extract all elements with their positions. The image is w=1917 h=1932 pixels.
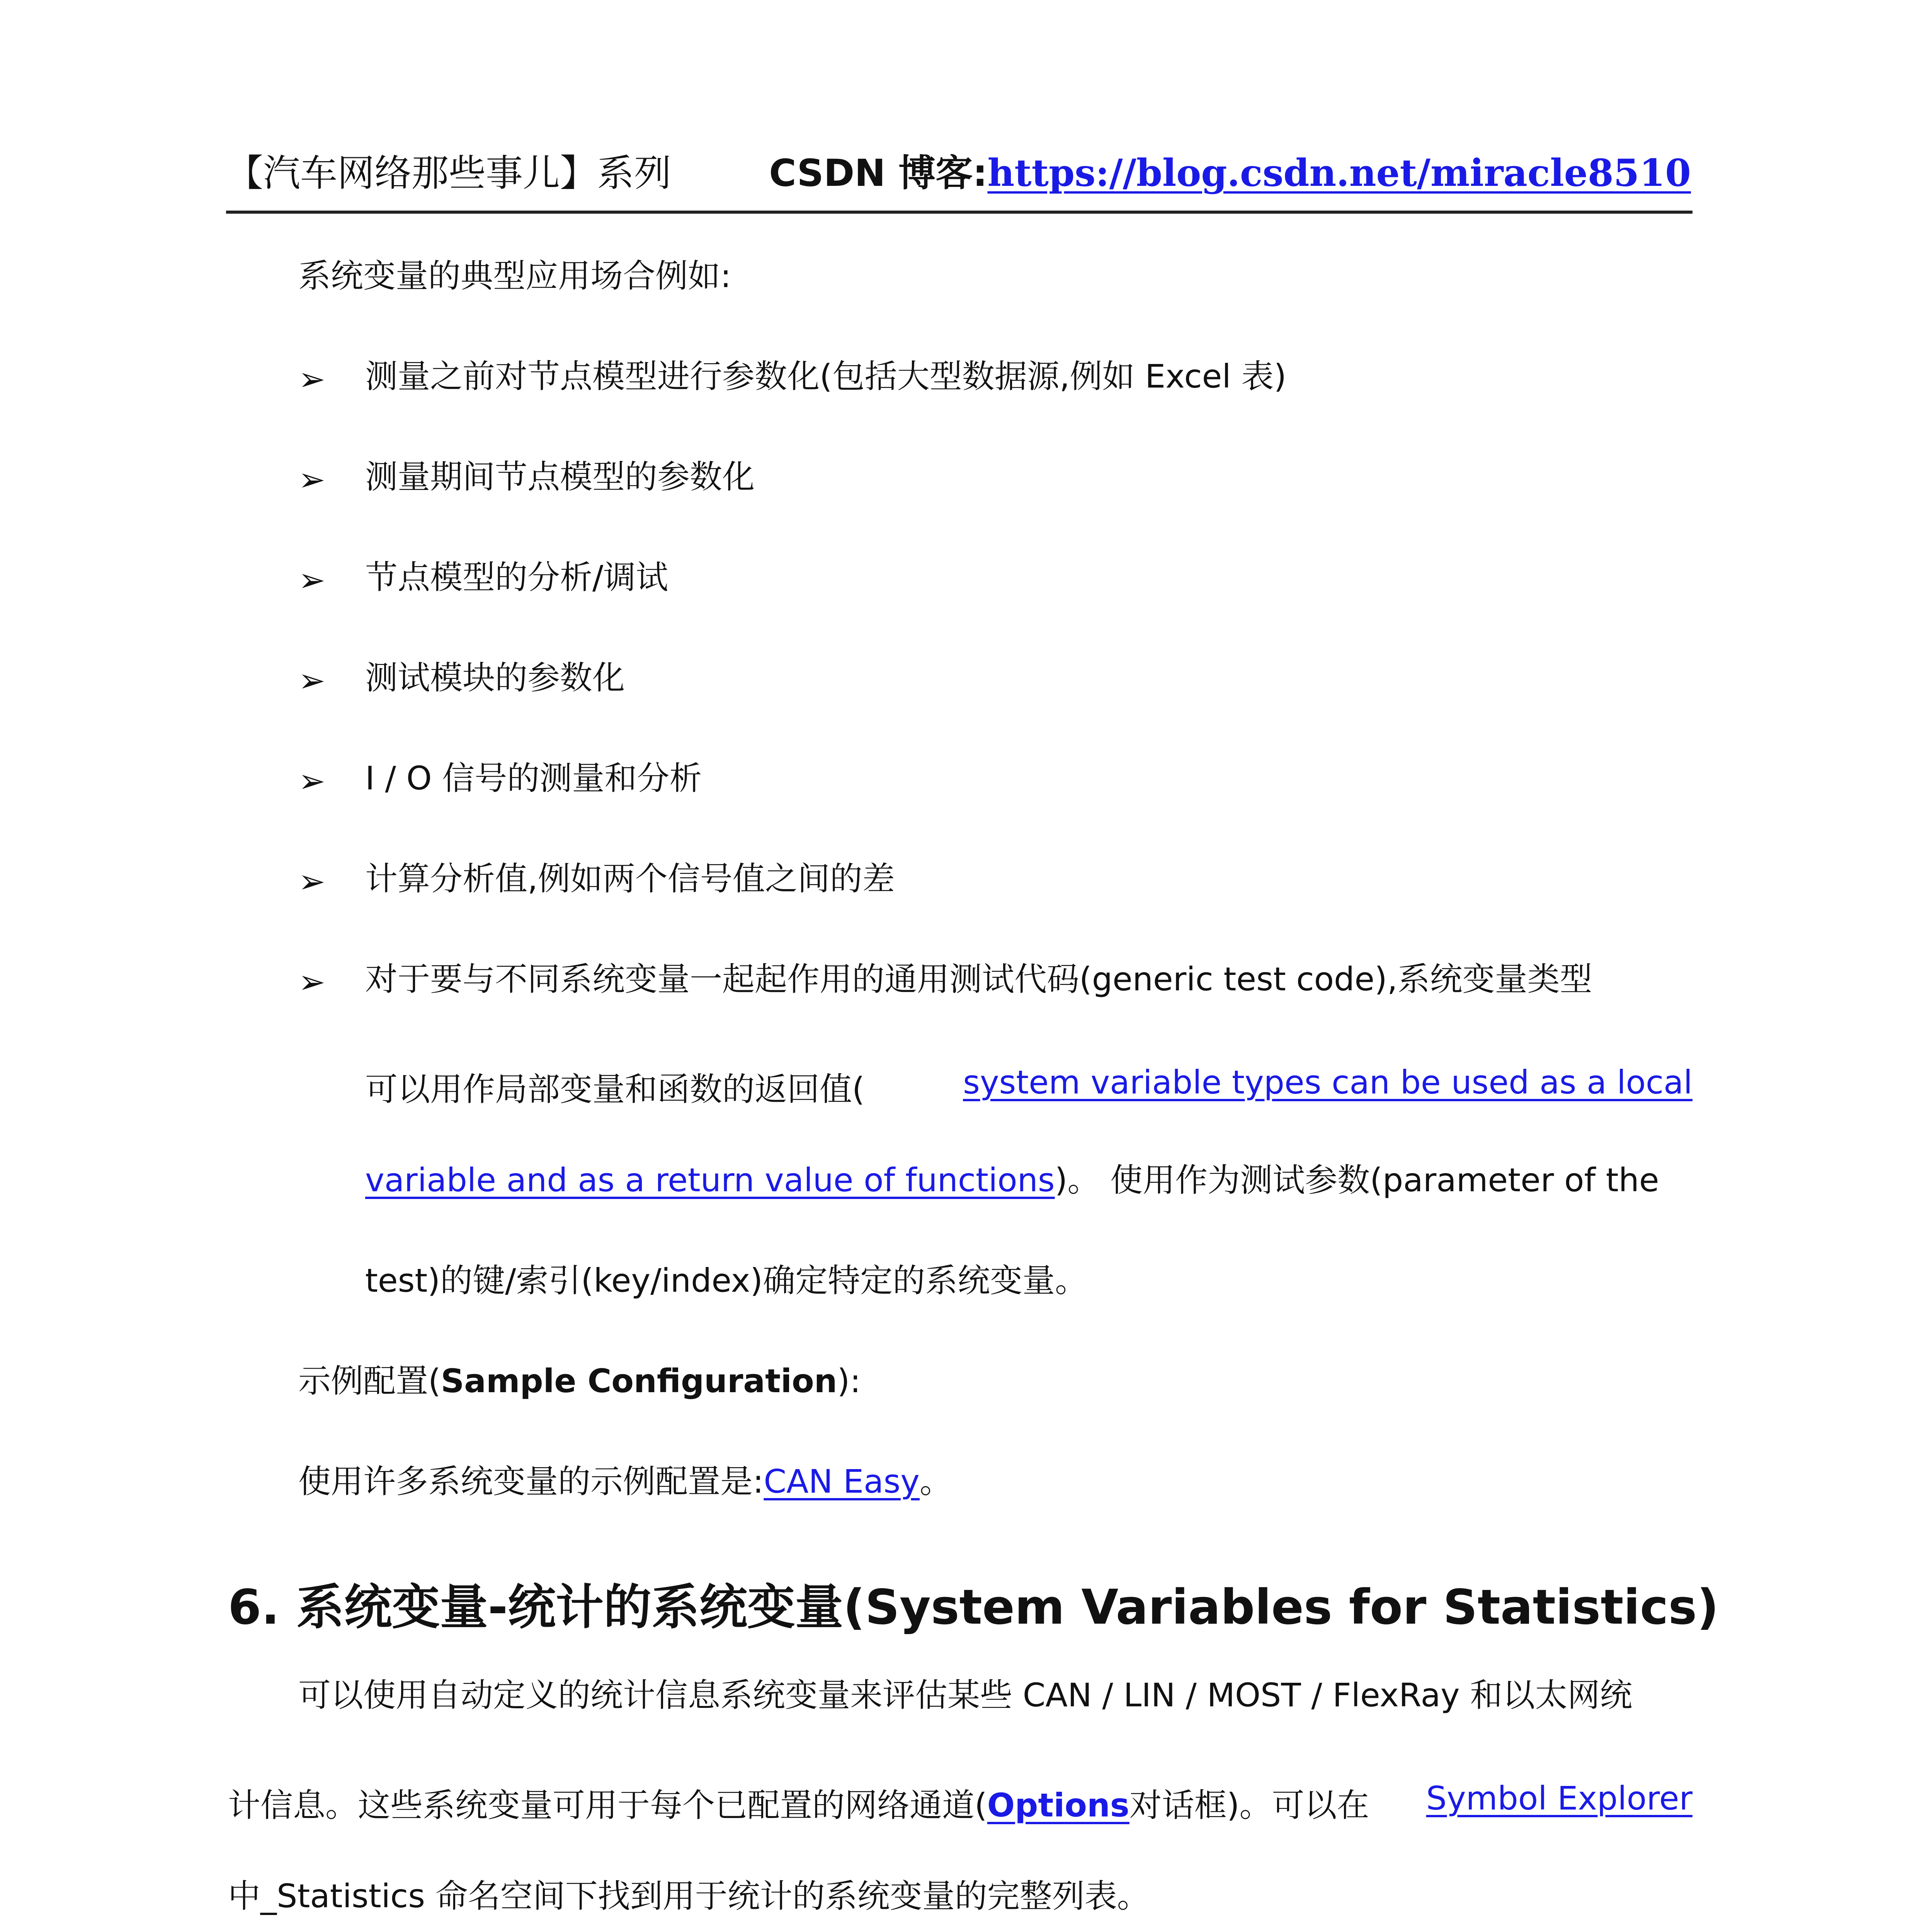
sample-config-suffix: ):: [837, 1362, 861, 1400]
list-item: 测试模块的参数化: [365, 659, 625, 697]
sample-configuration-heading: [298, 1362, 861, 1400]
arrow-bullet-icon: ➢: [298, 561, 326, 599]
header-csdn-label: CSDN 博客:: [769, 151, 988, 195]
section-title-cn: 系统变量-统计的系统变量(: [296, 1580, 865, 1635]
can-easy-link[interactable]: CAN Easy: [764, 1463, 920, 1500]
list-item-line4: test)的键/索引(key/index)确定特定的系统变量。: [365, 1262, 1088, 1299]
para1-line3: 中_Statistics 命名空间下找到用于统计的系统变量的完整列表。: [228, 1877, 1150, 1915]
header-series-title: 【汽车网络那些事儿】系列: [226, 151, 671, 195]
system-variable-types-link[interactable]: system variable types can be used as a local: [963, 1063, 1692, 1101]
list-item: 测量期间节点模型的参数化: [365, 458, 755, 496]
arrow-bullet-icon: ➢: [298, 862, 326, 900]
para1-text: 对话框)。可以在: [1129, 1786, 1369, 1824]
arrow-bullet-icon: ➢: [298, 662, 326, 699]
sample-configuration-line: [298, 1465, 952, 1498]
arrow-bullet-icon: ➢: [298, 963, 326, 1001]
list-item: I / O 信号的测量和分析: [365, 759, 702, 797]
arrow-bullet-icon: ➢: [298, 762, 326, 800]
sample-config-bold: Sample Configuration: [441, 1362, 837, 1400]
list-item-text: )。 使用作为测试参数(parameter of the: [1055, 1161, 1659, 1199]
list-item-line3: [365, 1161, 1659, 1199]
section-title-end: ): [1697, 1580, 1719, 1635]
list-item: 测量之前对节点模型进行参数化(包括大型数据源,例如 Excel 表): [365, 357, 1287, 395]
symbol-explorer-link[interactable]: Symbol Explorer: [1426, 1779, 1692, 1817]
arrow-bullet-icon: ➢: [298, 360, 326, 398]
list-item-text: 可以用作局部变量和函数的返回值(: [365, 1070, 865, 1108]
list-item: 节点模型的分析/调试: [365, 558, 668, 596]
list-item: 计算分析值,例如两个信号值之间的差: [365, 860, 895, 898]
sample-config-prefix: 示例配置(: [298, 1362, 441, 1400]
para1-line2: [228, 1779, 1692, 1826]
header-blog: [769, 144, 1691, 197]
list-item-generic-test-code: 对于要与不同系统变量一起起作用的通用测试代码(generic test code),系统变量类型: [365, 960, 1592, 998]
sample-line-end: 。: [920, 1463, 953, 1500]
para1-line1: 可以使用自动定义的统计信息系统变量来评估某些 CAN / LIN / MOST / FlexRay 和以太网统: [298, 1676, 1633, 1714]
header-divider: [226, 211, 1692, 214]
arrow-bullet-icon: ➢: [298, 461, 326, 498]
section-title-en: System Variables for Statistics: [865, 1580, 1697, 1635]
sample-line-text: 使用许多系统变量的示例配置是:: [298, 1463, 764, 1500]
section-6-heading: [228, 1569, 1719, 1638]
options-link[interactable]: Options: [987, 1786, 1129, 1824]
section-number: 6.: [228, 1580, 280, 1635]
list-item-line2: [365, 1063, 1692, 1110]
para1-text: 计信息。这些系统变量可用于每个已配置的网络通道(: [228, 1786, 987, 1824]
return-value-functions-link[interactable]: variable and as a return value of functions: [365, 1161, 1055, 1199]
intro-text: 系统变量的典型应用场合例如:: [298, 257, 731, 295]
header-blog-link[interactable]: https://blog.csdn.net/miracle8510: [987, 151, 1691, 195]
